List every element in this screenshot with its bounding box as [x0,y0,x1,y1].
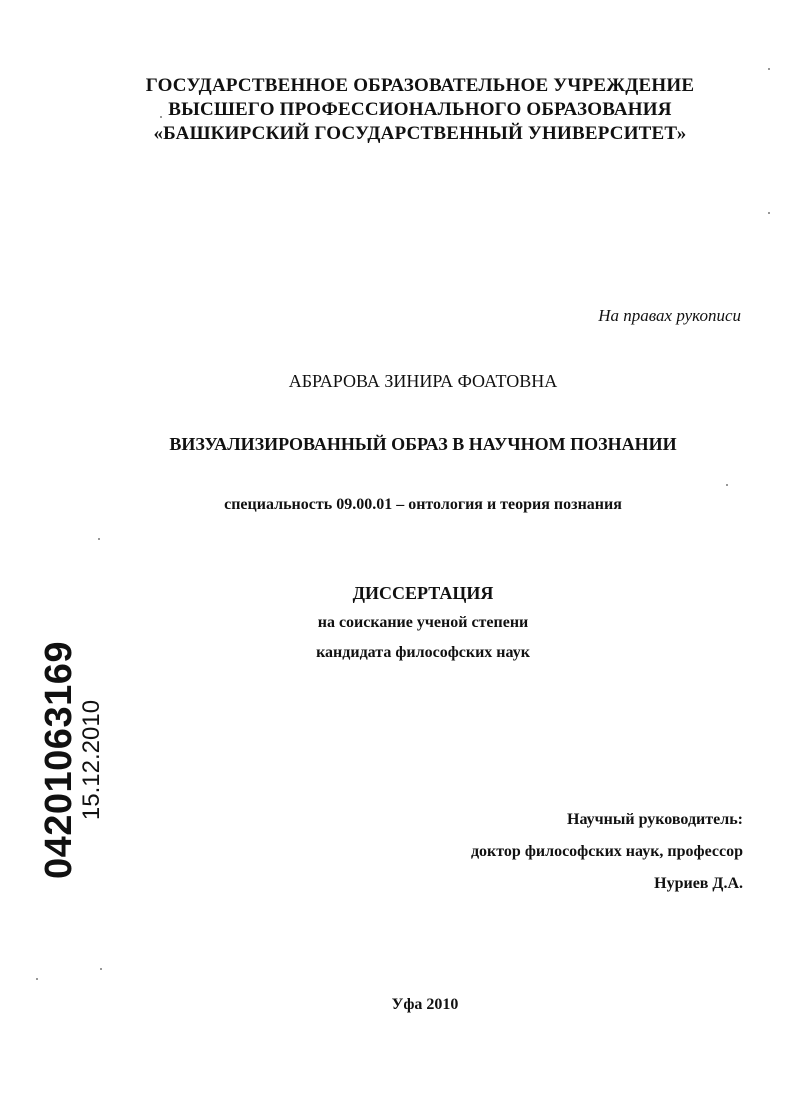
scan-speck [100,968,102,970]
scan-speck [36,978,38,980]
dissertation-title: ВИЗУАЛИЗИРОВАННЫЙ ОБРАЗ В НАУЧНОМ ПОЗНАНИИ [169,434,677,454]
supervisor-label: Научный руководитель: [567,811,743,828]
scan-speck [726,484,728,486]
dissertation-heading: ДИССЕРТАЦИЯ [352,583,494,603]
city-year: Уфа 2010 [391,996,459,1013]
scan-speck [160,116,162,118]
dissertation-block [0,578,799,668]
scan-speck [768,68,770,70]
institution-line-1: ГОСУДАРСТВЕННОЕ ОБРАЗОВАТЕЛЬНОЕ УЧРЕЖДЕНИЕ [145,75,695,96]
stamp-code: 04201063169 [38,641,80,879]
institution-line-2: ВЫСШЕГО ПРОФЕССИОНАЛЬНОГО ОБРАЗОВАНИЯ [168,99,672,120]
specialty-line: специальность 09.00.01 – онтология и теория познания [224,496,622,513]
degree-name: кандидата философских наук [316,644,530,661]
degree-purpose: на соискание ученой степени [317,614,529,631]
author-name: АБРАРОВА ЗИНИРА ФОАТОВНА [288,371,558,391]
scan-speck [98,538,100,540]
institution-header [0,74,799,146]
library-stamp [39,641,105,879]
scan-speck [768,212,770,214]
institution-line-3: «БАШКИРСКИЙ ГОСУДАРСТВЕННЫЙ УНИВЕРСИТЕТ» [153,123,687,144]
rights-note: На правах рукописи [598,306,741,325]
supervisor-name: Нуриев Д.А. [654,875,743,892]
stamp-date: 15.12.2010 [78,699,105,821]
supervisor-degree: доктор философских наук, профессор [470,843,743,860]
supervisor-block [471,804,743,900]
